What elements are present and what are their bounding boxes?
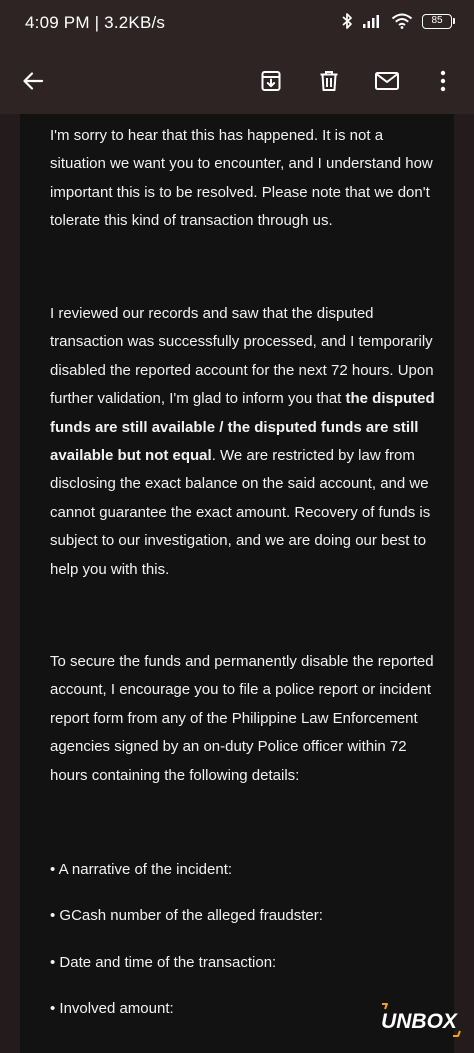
- archive-icon: [259, 69, 283, 93]
- mark-unread-button[interactable]: [364, 58, 410, 104]
- list-item-gcash-number: • GCash number of the alleged fraudster:: [50, 907, 323, 924]
- archive-button[interactable]: [248, 58, 294, 104]
- email-paragraph-police-report: To secure the funds and permanently disable the reported account, I encourage you to file a police report or incident report form from any of the Philippine Law Enforcement agencies signed by an on-duty Police officer within 72 hours containing the following details:: [50, 653, 434, 784]
- more-vert-icon: [440, 70, 446, 92]
- bluetooth-icon: [341, 12, 353, 30]
- status-icons: [341, 12, 452, 30]
- disputed-funds-emphasis: the disputed funds are still available / the disputed funds are still available but not equal: [50, 390, 435, 465]
- unbox-logo: [374, 1000, 464, 1040]
- mark-unread-icon: [374, 70, 400, 92]
- battery-indicator: 85: [422, 14, 452, 29]
- unbox-logo-text: UNBOX: [381, 1010, 457, 1033]
- records-text-end: . We are restricted by law from disclosing the exact balance on the said account, and we cannot guarantee the exact amount. Recovery of funds is subject to our investigation, and we are doing our best to help you with this.: [50, 447, 431, 578]
- back-arrow-icon: [21, 69, 45, 93]
- more-options-button[interactable]: [420, 58, 466, 104]
- list-item-amount: • Involved amount:: [50, 1000, 174, 1017]
- email-paragraph-records: [50, 300, 435, 584]
- delete-button[interactable]: [306, 58, 352, 104]
- status-bar: [0, 0, 474, 48]
- status-time: 4:09 PM | 3.2KB/s: [25, 13, 166, 32]
- email-body: [20, 114, 454, 1053]
- list-item-date-time: • Date and time of the transaction:: [50, 954, 277, 971]
- back-button[interactable]: [10, 58, 56, 104]
- signal-icon: [362, 13, 382, 29]
- email-paragraph-apology: I'm sorry to hear that this has happened. It is not a situation we want you to encounter, and I understand how important this is to be resolved. Please note that we don't tolerate this kind of transaction through us.: [50, 127, 433, 230]
- delete-icon: [317, 69, 341, 93]
- app-toolbar: [0, 48, 474, 114]
- records-text-start: I reviewed our records and saw that the disputed transaction was successfully processed, and I temporarily disabled the reported account for the next 72 hours. Upon further validation, I'm glad to inform you that: [50, 305, 434, 408]
- wifi-icon: [391, 13, 413, 29]
- list-item-narrative: • A narrative of the incident:: [50, 861, 233, 878]
